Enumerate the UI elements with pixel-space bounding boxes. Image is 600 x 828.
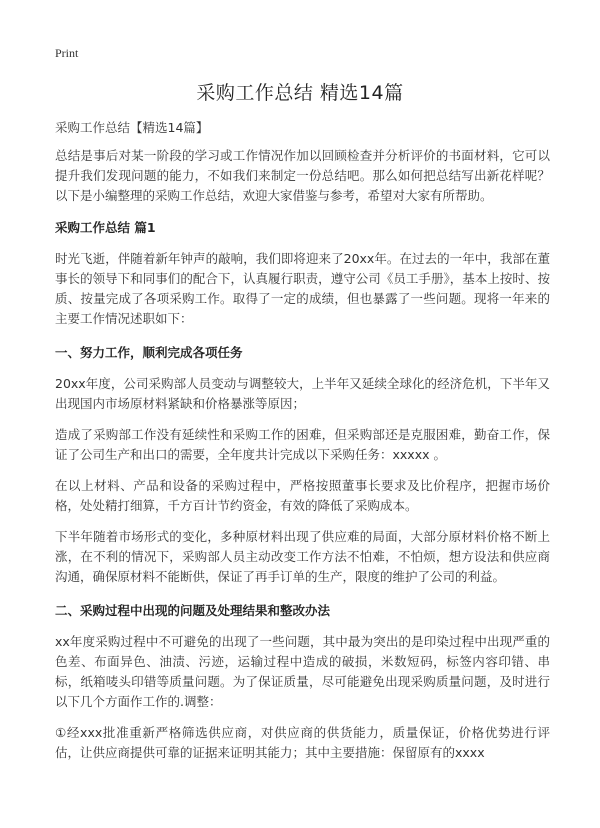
article-heading: 采购工作总结 篇1 (55, 220, 156, 235)
opening-paragraph: 时光飞逝，伴随着新年钟声的敲响，我们即将迎来了20xx年。在过去的一年中，我部在董事长的领导下和同事们的配合下，认真履行职责，遵守公司《员工手册》，基本上按时、按质、按量完成了各项采购工作。取得了一定的成绩，但也暴露了一些问题。现将一年来的主要工作情况述职如下： (55, 251, 550, 326)
section-2-paragraph: xx年度采购过程中不可避免的出现了一些问题，其中最为突出的是印染过程中出现严重的色差、布面异色、油渍、污迹，运输过程中造成的破损，米数短码，标签内容印错、串标，纸箱唛头印错等质量问题。为了保证质量，尽可能避免出现采购质量问题，及时进行以下几个方面作工作的.调整： (55, 634, 550, 709)
intro-paragraph: 总结是事后对某一阶段的学习或工作情况作加以回顾检查并分析评价的书面材料，它可以提升我们发现问题的能力，不如我们来制定一份总结吧。那么如何把总结写出新花样呢？以下是小编整理的采购工作总结，欢迎大家借鉴与参考，希望对大家有所帮助。 (55, 148, 550, 203)
section-1-paragraph: 下半年随着市场形式的变化，多种原材料出现了供应难的局面，大部分原材料价格不断上涨，在不利的情况下，采购部人员主动改变工作方法不怕难，不怕烦，想方设法和供应商沟通，确保原材料不能断供，保证了再手订单的生产，限度的维护了公司的利益。 (55, 529, 550, 584)
section-1-paragraph: 在以上材料、产品和设备的采购过程中，严格按照董事长要求及比价程序，把握市场价格，处处精打细算，千方百计节约资金，有效的降低了采购成本。 (55, 478, 550, 513)
section-1-paragraph: 20xx年度，公司采购部人员变动与调整较大，上半年又延续全球化的经济危机，下半年又出现国内市场原材料紧缺和价格暴涨等原因； (55, 376, 550, 411)
section-1-paragraph: 造成了采购部工作没有延续性和采购工作的困难，但采购部还是克服困难，勤奋工作，保证了公司生产和出口的需要，全年度共计完成以下采购任务：xxxxx 。 (55, 427, 550, 462)
section-2-paragraph: ①经xxx批准重新严格筛选供应商，对供应商的供货能力，质量保证，价格优势进行评估，让供应商提供可靠的证据来证明其能力；其中主要措施：保留原有的xxxx (55, 725, 550, 760)
print-label[interactable]: Print (55, 46, 79, 60)
page-title: 采购工作总结 精选14篇 (196, 82, 404, 104)
section-2-heading: 二、采购过程中出现的问题及处理结果和整改办法 (55, 603, 331, 618)
section-1-heading: 一、努力工作，顺利完成各项任务 (55, 345, 243, 360)
document-subtitle: 采购工作总结【精选14篇】 (55, 120, 209, 135)
document-body (55, 118, 550, 774)
